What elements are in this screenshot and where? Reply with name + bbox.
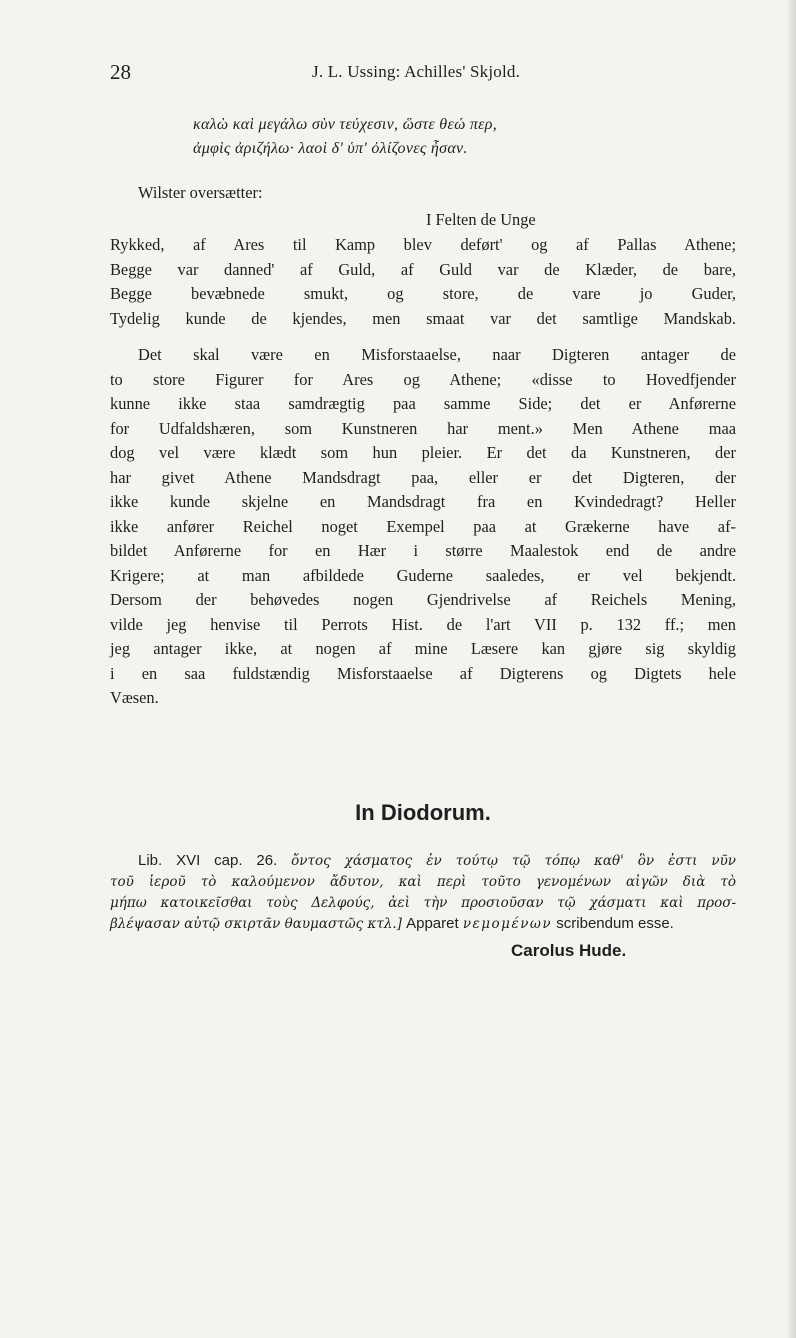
greek-verse-line: καλὼ καὶ μεγάλω σὺν τεύχεσιν, ὥστε θεώ περ, bbox=[193, 116, 498, 133]
note-line bbox=[110, 915, 736, 932]
paragraph-line: Det skal være en Misforstaaelse, naar Digteren antager de bbox=[138, 345, 736, 364]
greek-verse-line: ἀμφὶς ἀριζήλω· λαοὶ δ' ὑπ' ὀλίζονες ἦσαν. bbox=[193, 140, 468, 157]
translation-verse-line: I Felten de Unge bbox=[426, 210, 536, 229]
paragraph-line: Krigere; at man afbildede Guderne saaledes, er vel bekjendt. bbox=[110, 566, 736, 585]
running-title: J. L. Ussing: Achilles' Skjold. bbox=[312, 62, 521, 81]
note-greek-text: τοῦ ἱεροῦ τὸ καλούμενον ἄδυτον, καὶ περὶ τοῦτο γενομένων αἰγῶν διὰ τὸ bbox=[110, 874, 736, 890]
paragraph-line: vilde jeg henvise til Perrots Hist. de l'art VII p. 132 ff.; men bbox=[110, 615, 736, 634]
signature: Carolus Hude. bbox=[511, 941, 627, 960]
paragraph-line: dog vel være klædt som hun pleier. Er det da Kunstneren, der bbox=[110, 443, 736, 462]
note-reference: Lib. XVI cap. 26. bbox=[138, 852, 278, 869]
paragraph-line: Væsen. bbox=[110, 688, 159, 707]
paragraph-line: ikke kunde skjelne en Mandsdragt fra en Kvindedragt? Heller bbox=[110, 492, 736, 511]
note-text: Apparet bbox=[406, 915, 459, 932]
section-heading: In Diodorum. bbox=[355, 800, 491, 825]
paragraph-line: har givet Athene Mandsdragt paa, eller er det Digteren, der bbox=[110, 468, 736, 487]
note-line bbox=[110, 873, 736, 890]
paragraph-line: i en saa fuldstændig Misforstaaelse af Digterens og Digtets hele bbox=[110, 664, 736, 683]
translation-verse-line: Begge var danned' af Guld, af Guld var de Klæder, de bare, bbox=[110, 260, 736, 279]
note-greek-text: βλέψασαν αὐτῷ σκιρτᾶν θαυμαστῶς κτλ.] bbox=[110, 916, 402, 932]
note-line bbox=[110, 894, 736, 911]
note-spaced-greek: νεμομένων bbox=[462, 916, 553, 932]
running-head bbox=[110, 60, 730, 88]
paragraph-line: kunne ikke staa samdrægtig paa samme Side; det er Anførerne bbox=[110, 394, 736, 413]
paragraph-line: jeg antager ikke, at nogen af mine Læsere kan gjøre sig skyldig bbox=[110, 639, 736, 658]
translation-intro: Wilster oversætter: bbox=[138, 183, 263, 202]
paragraph-line: to store Figurer for Ares og Athene; «disse to Hovedfjender bbox=[110, 370, 736, 389]
paragraph-line: for Udfaldshæren, som Kunstneren har ment.» Men Athene maa bbox=[110, 419, 736, 438]
note-greek-text: μήπω κατοικεῖσθαι τοὺς Δελφούς, ἀεὶ τὴν προσιοῦσαν τῷ χάσματι καὶ προσ- bbox=[110, 895, 736, 911]
note-greek-text: ὄντος χάσματος ἐν τούτῳ τῷ τόπῳ καθ' ὃν ἐστι νῦν bbox=[291, 853, 737, 869]
translation-verse-line: Begge bevæbnede smukt, og store, de vare jo Guder, bbox=[110, 284, 736, 303]
translation-verse-line: Rykked, af Ares til Kamp blev deført' og af Pallas Athene; bbox=[110, 235, 736, 254]
page-edge-shadow bbox=[786, 0, 796, 1338]
paragraph-line: Dersom der behøvedes nogen Gjendrivelse af Reichels Mening, bbox=[110, 590, 736, 609]
note-text: scribendum esse. bbox=[556, 915, 674, 932]
note-line bbox=[138, 852, 736, 869]
paragraph-line: bildet Anførerne for en Hær i større Maalestok end de andre bbox=[110, 541, 736, 560]
paragraph-line: ikke anfører Reichel noget Exempel paa at Grækerne have af- bbox=[110, 517, 736, 536]
translation-verse-line: Tydelig kunde de kjendes, men smaat var det samtlige Mandskab. bbox=[110, 309, 736, 328]
page-number: 28 bbox=[110, 60, 131, 84]
